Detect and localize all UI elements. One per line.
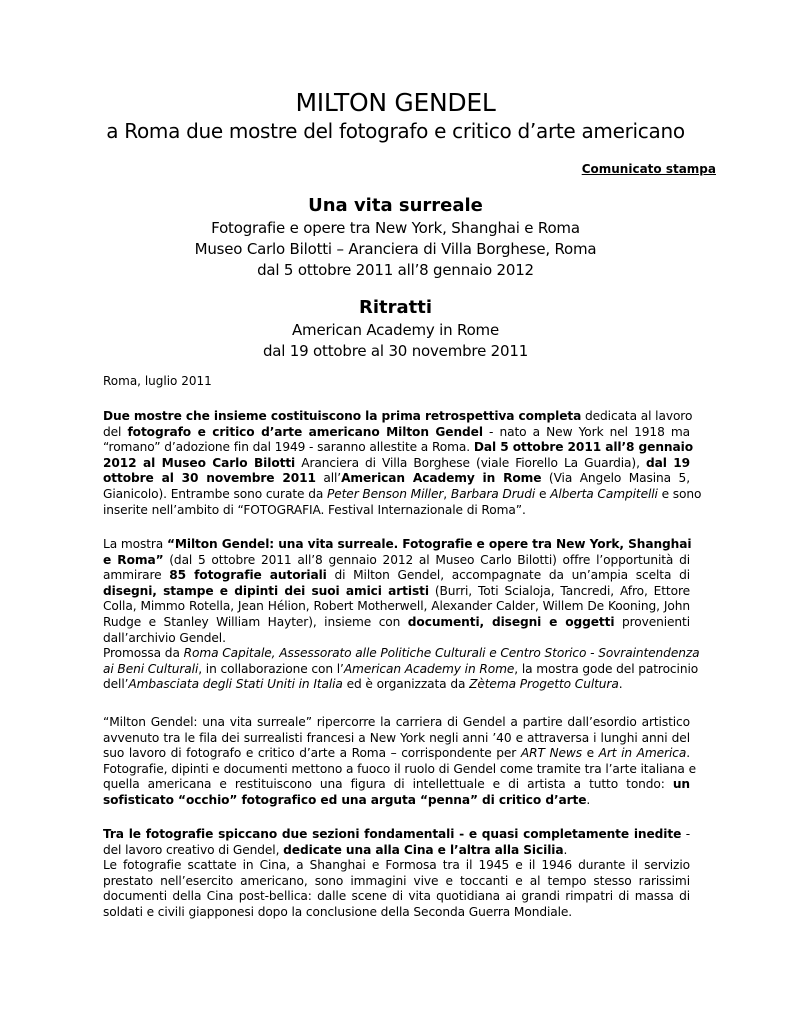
text-run: prestato nell’esercito americano, sono immagini vive e toccanti e al tempo stesso rarissimi xyxy=(103,873,690,888)
paragraph-intro xyxy=(103,409,702,518)
text-run: dedicata al lavoro xyxy=(581,409,693,423)
text-run: Colla, Mimmo Rotella, Jean Hélion, Robert Motherwell, Alexander Calder, Willem De Kooning, John xyxy=(103,599,690,614)
paragraph-sections xyxy=(103,827,690,921)
bold-run: dal 19 xyxy=(645,455,690,470)
italic-run: American Academy in Rome xyxy=(343,661,515,676)
text-run: Gianicolo). Entrambe sono curate da xyxy=(103,486,327,501)
text-line xyxy=(103,471,690,487)
text-run: provenienti xyxy=(614,614,691,629)
text-line xyxy=(103,827,690,843)
text-run: . xyxy=(686,746,691,761)
text-run: e xyxy=(535,486,551,501)
text-run: ed è organizzata da xyxy=(342,677,470,692)
exhibit1-line1: Fotografie e opere tra New York, Shanghai e Roma xyxy=(211,219,580,237)
text-run: “romano” d’adozione fin dal 1949 - saranno allestite a Roma. xyxy=(103,440,474,455)
text-line xyxy=(103,646,700,662)
text-line xyxy=(103,874,690,890)
text-run: . xyxy=(563,842,568,857)
exhibit1-line3: dal 5 ottobre 2011 all’8 gennaio 2012 xyxy=(257,261,534,279)
text-line xyxy=(103,456,690,472)
text-run: soldati e civili giapponesi dopo la conclusione della Seconda Guerra Mondiale. xyxy=(103,904,573,919)
italic-run: Peter Benson Miller xyxy=(326,486,444,501)
text-line xyxy=(103,715,690,731)
text-line xyxy=(103,761,696,778)
text-run: La mostra xyxy=(103,537,167,551)
text-line xyxy=(103,440,693,456)
bold-run: dedicate una alla Cina e l’altra alla Sicilia xyxy=(283,842,564,857)
italic-run: ART News xyxy=(520,746,582,761)
text-line xyxy=(103,409,693,425)
text-line xyxy=(103,858,690,874)
press-release-label: Comunicato stampa xyxy=(581,162,716,176)
page-subtitle: a Roma due mostre del fotografo e critico d’arte americano xyxy=(106,119,685,143)
exhibit1-line2: Museo Carlo Bilotti – Aranciera di Villa Borghese, Roma xyxy=(194,240,597,258)
text-line xyxy=(103,486,702,503)
text-line xyxy=(103,537,690,553)
text-run: dell’ xyxy=(103,677,129,692)
text-line xyxy=(103,631,690,647)
text-run: del xyxy=(103,424,128,439)
bold-run: disegni, stampe e dipinti dei suoi amici artisti xyxy=(103,583,429,598)
italic-run: Zètema Progetto Cultura xyxy=(469,677,619,692)
text-line xyxy=(103,793,690,809)
text-line xyxy=(103,568,690,584)
paragraph-career xyxy=(103,715,696,809)
italic-run: Roma Capitale, Assessorato alle Politiche Culturali e Centro Storico - Sovraintendenza xyxy=(183,646,700,661)
text-line xyxy=(103,777,690,793)
exhibit2-line2: dal 19 ottobre al 30 novembre 2011 xyxy=(262,342,529,360)
italic-run: Ambasciata degli Stati Uniti in Italia xyxy=(128,677,343,692)
exhibit1-title: Una vita surreale xyxy=(308,195,483,216)
exhibit2-line1: American Academy in Rome xyxy=(291,321,499,339)
bold-run: 2012 al Museo Carlo Bilotti xyxy=(103,455,296,470)
page-title: MILTON GENDEL xyxy=(295,88,496,117)
text-line xyxy=(103,599,690,615)
bold-run: Due mostre che insieme costituiscono la prima retrospettiva completa xyxy=(103,409,582,423)
text-run: di Milton Gendel, accompagnate da un’ampia scelta di xyxy=(326,568,690,583)
text-line xyxy=(103,731,690,747)
text-run: . xyxy=(586,792,591,807)
text-line xyxy=(103,889,690,905)
text-run: , la mostra gode del patrocinio xyxy=(514,661,699,676)
bold-run: “Milton Gendel: una vita surreale. Fotografie e opere tra New York, Shanghai xyxy=(166,537,692,551)
text-line xyxy=(103,503,690,519)
text-run: (Burri, Toti Scialoja, Tancredi, Afro, Ettore xyxy=(428,583,691,598)
text-run: , in collaborazione con l’ xyxy=(198,661,344,676)
bold-run: Tra le fotografie spiccano due sezioni fondamentali - e quasi completamente inedite xyxy=(103,827,682,841)
bold-run: sofisticato “occhio” fotografico ed una arguta “penna” di critico d’arte xyxy=(103,792,587,807)
bold-run: Dal 5 ottobre 2011 all’8 gennaio xyxy=(473,440,693,455)
bold-run: un xyxy=(672,777,690,792)
text-run: (Via Angelo Masina 5, xyxy=(541,471,690,486)
text-run: Le fotografie scattate in Cina, a Shanghai e Formosa tra il 1945 e il 1946 durante il servizio xyxy=(103,858,690,873)
paragraph-exhibit xyxy=(103,537,700,693)
dateline: Roma, luglio 2011 xyxy=(103,374,212,388)
text-run: avvenuto tra le fila dei surrealisti francesi a New York negli anni ’40 e attraversa i lunghi anni del xyxy=(103,730,690,745)
text-run: e sono xyxy=(657,486,702,501)
text-run: (dal 5 ottobre 2011 all’8 gennaio 2012 al Museo Carlo Bilotti) offre l’opportunità di xyxy=(163,552,690,567)
text-run: . xyxy=(618,677,623,692)
text-run: documenti della Cina post-bellica: dalle scene di vita quotidiana ai grandi rimpatri di massa di xyxy=(103,889,690,904)
text-run: all’ xyxy=(315,471,342,486)
text-line xyxy=(103,615,690,631)
text-run: quella americana e restituiscono una figura di intellettuale e di artista a tutto tondo: xyxy=(103,777,673,792)
italic-run: ai Beni Culturali xyxy=(103,661,199,676)
text-run: inserite nell’ambito di “FOTOGRAFIA. Festival Internazionale di Roma”. xyxy=(103,502,526,517)
text-run: e xyxy=(581,746,599,761)
italic-run: Barbara Drudi xyxy=(450,486,536,501)
text-line xyxy=(103,553,690,569)
bold-run: 85 fotografie autoriali xyxy=(169,568,327,583)
bold-run: American Academy in Rome xyxy=(341,471,542,486)
text-run: “Milton Gendel: una vita surreale” ripercorre la carriera di Gendel a partire dall’esordio artistico xyxy=(103,715,690,729)
text-run: ammirare xyxy=(103,568,170,583)
text-run: - nato a New York nel 1918 ma xyxy=(482,424,690,439)
bold-run: ottobre al 30 novembre 2011 xyxy=(103,471,316,486)
text-line xyxy=(103,905,690,921)
bold-run: e Roma” xyxy=(103,552,164,567)
text-line xyxy=(103,584,690,600)
text-line xyxy=(103,425,690,441)
italic-run: Art in America xyxy=(598,746,687,761)
text-run: , xyxy=(443,486,451,501)
text-run: del lavoro creativo di Gendel, xyxy=(103,842,284,857)
text-run: dall’archivio Gendel. xyxy=(103,630,226,645)
text-line xyxy=(103,677,690,693)
text-line xyxy=(103,746,690,762)
italic-run: Alberta Campitelli xyxy=(550,486,658,501)
text-run: Aranciera di Villa Borghese (viale Fiorello La Guardia), xyxy=(295,455,646,470)
text-run: suo lavoro di fotografo e critico d’arte a Roma – corrispondente per xyxy=(103,746,521,761)
text-line xyxy=(103,661,699,678)
bold-run: documenti, disegni e oggetti xyxy=(407,614,615,629)
text-run: Rudge e Stanley William Hayter), insieme con xyxy=(103,614,408,629)
text-run: Fotografie, dipinti e documenti mettono a fuoco il ruolo di Gendel come tramite tra l’arte italiana e xyxy=(103,761,696,776)
text-run: - xyxy=(681,827,690,841)
bold-run: fotografo e critico d’arte americano Milton Gendel xyxy=(127,424,483,439)
text-run: Promossa da xyxy=(103,646,184,661)
text-line xyxy=(103,843,690,859)
exhibit2-title: Ritratti xyxy=(358,297,433,318)
